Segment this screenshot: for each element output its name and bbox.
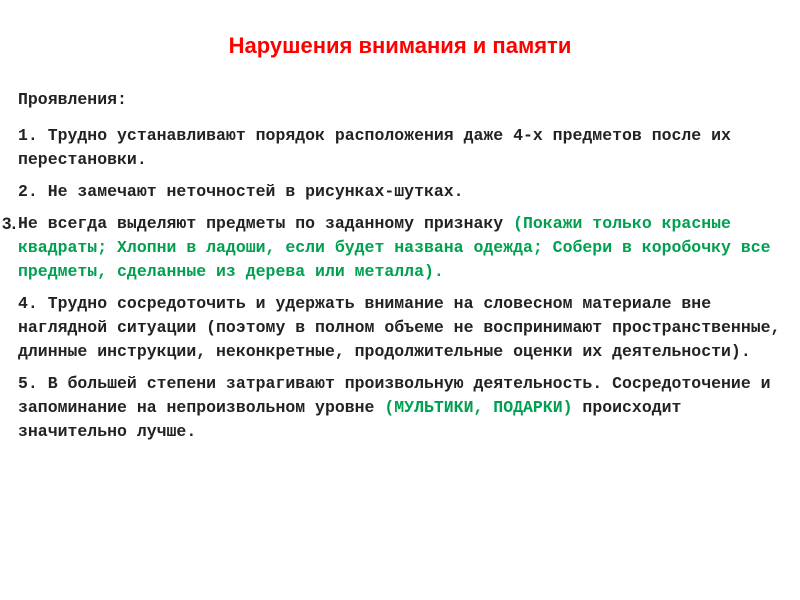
list-item-2: 2. Не замечают неточностей в рисунках-шутках. [18, 182, 464, 201]
content-heading: Проявления: [18, 90, 127, 109]
slide-content [2, 88, 788, 452]
list-item-1: 1. Трудно устанавливают порядок расположения даже 4-х предметов после их перестановки. [18, 126, 731, 169]
list-item-3-number: 3. [2, 214, 17, 233]
list-item-5-text: 5. В большей степени затрагивают произвольную деятельность. Сосредоточение и запоминание на непроизвольном уровне [18, 374, 771, 417]
list-item-5 [18, 372, 788, 444]
list-item-4: 4. Трудно сосредоточить и удержать внимание на словесном материале вне наглядной ситуации (поэтому в полном объеме не воспринимают пространственные, длинные инструкции, неконкретные, продолжительные оценки их деятельности). [18, 294, 781, 361]
list-item-3-text: Не всегда выделяют предметы по заданному признаку [18, 214, 514, 233]
list-item-3-examples: (Покажи только красные квадраты; Хлопни в ладоши, если будет названа одежда; Собери в коробочку все предметы, сделанные из дерева или металла). [18, 214, 771, 281]
list-item-3 [2, 212, 788, 284]
list-item-5-tail: происходит значительно лучше. [18, 398, 682, 441]
slide-title: Нарушения внимания и памяти [228, 33, 572, 58]
list-item-5-highlight: (МУЛЬТИКИ, ПОДАРКИ) [384, 398, 573, 417]
